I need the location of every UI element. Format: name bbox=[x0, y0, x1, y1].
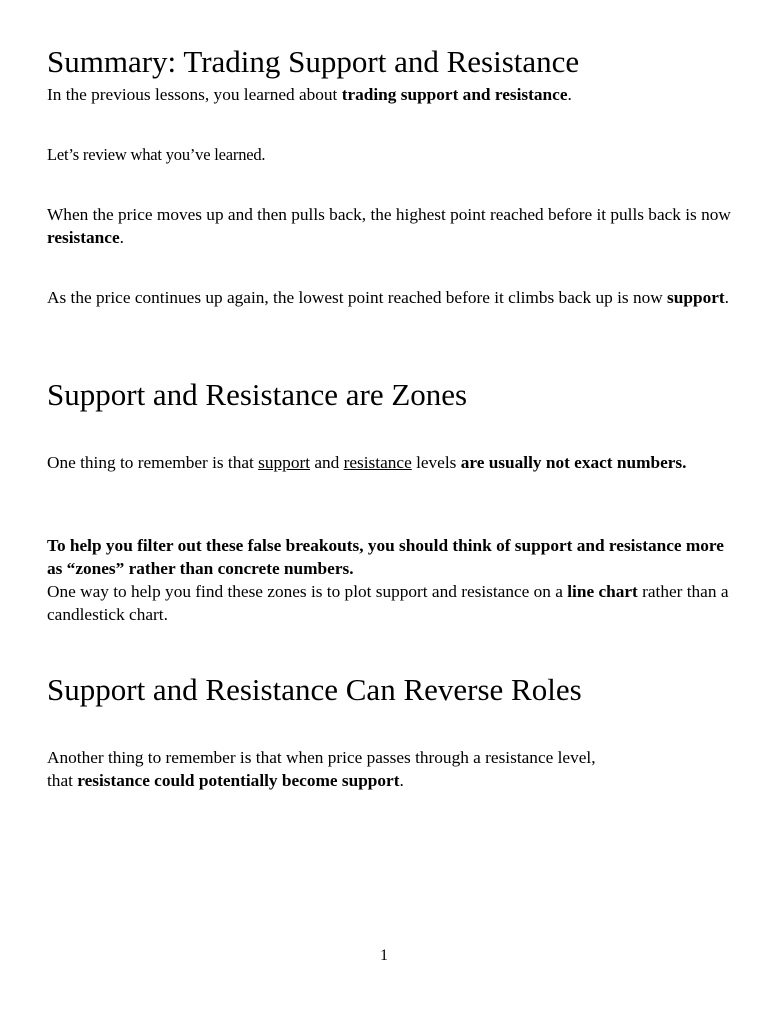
review-paragraph: Let’s review what you’ve learned. bbox=[47, 145, 266, 164]
intro-bold-topic: trading support and resistance bbox=[341, 85, 568, 104]
zones-bold-not-exact: are usually not exact numbers. bbox=[460, 453, 687, 472]
zones-paragraph bbox=[47, 451, 737, 474]
page-number-text: 1 bbox=[380, 947, 388, 964]
resistance-text: When the price moves up and then pulls back, the highest point reached before it pulls back is now bbox=[47, 205, 731, 224]
filter-bold-text: To help you filter out these false breakouts, you should think of support and resistance more as “zones” rather than concrete numbers. bbox=[47, 536, 724, 578]
support-paragraph bbox=[47, 286, 737, 309]
support-underlined: support bbox=[258, 453, 311, 472]
resistance-paragraph bbox=[47, 203, 737, 249]
filter-text-a: One way to help you find these zones is to plot support and resistance on a bbox=[47, 582, 568, 601]
reverse-line1: Another thing to remember is that when price passes through a resistance level, bbox=[47, 748, 596, 767]
reverse-period: . bbox=[399, 771, 404, 790]
filter-paragraph bbox=[47, 534, 737, 626]
resistance-bold: resistance bbox=[47, 228, 120, 247]
zones-text-levels: levels bbox=[411, 453, 461, 472]
zones-text-a: One thing to remember is that bbox=[47, 453, 259, 472]
support-text: As the price continues up again, the lowest point reached before it climbs back up is now bbox=[47, 288, 668, 307]
resistance-period: . bbox=[119, 228, 124, 247]
filter-text-c: rather than a candlestick chart. bbox=[47, 582, 729, 624]
intro-text: In the previous lessons, you learned about bbox=[47, 85, 342, 104]
page-number bbox=[0, 946, 768, 966]
support-bold: support bbox=[667, 288, 725, 307]
zones-text-and: and bbox=[310, 453, 344, 472]
reverse-paragraph bbox=[47, 746, 737, 792]
reverse-text-a: that bbox=[47, 771, 78, 790]
line-chart-bold: line chart bbox=[567, 582, 638, 601]
intro-period: . bbox=[567, 85, 572, 104]
resistance-underlined: resistance bbox=[343, 453, 412, 472]
intro-paragraph bbox=[47, 83, 737, 106]
reverse-bold: resistance could potentially become support bbox=[77, 771, 400, 790]
section-heading-summary: Summary: Trading Support and Resistance bbox=[47, 44, 580, 79]
section-heading-reverse-roles: Support and Resistance Can Reverse Roles bbox=[47, 672, 582, 707]
section-heading-zones: Support and Resistance are Zones bbox=[47, 377, 468, 412]
support-period: . bbox=[724, 288, 729, 307]
